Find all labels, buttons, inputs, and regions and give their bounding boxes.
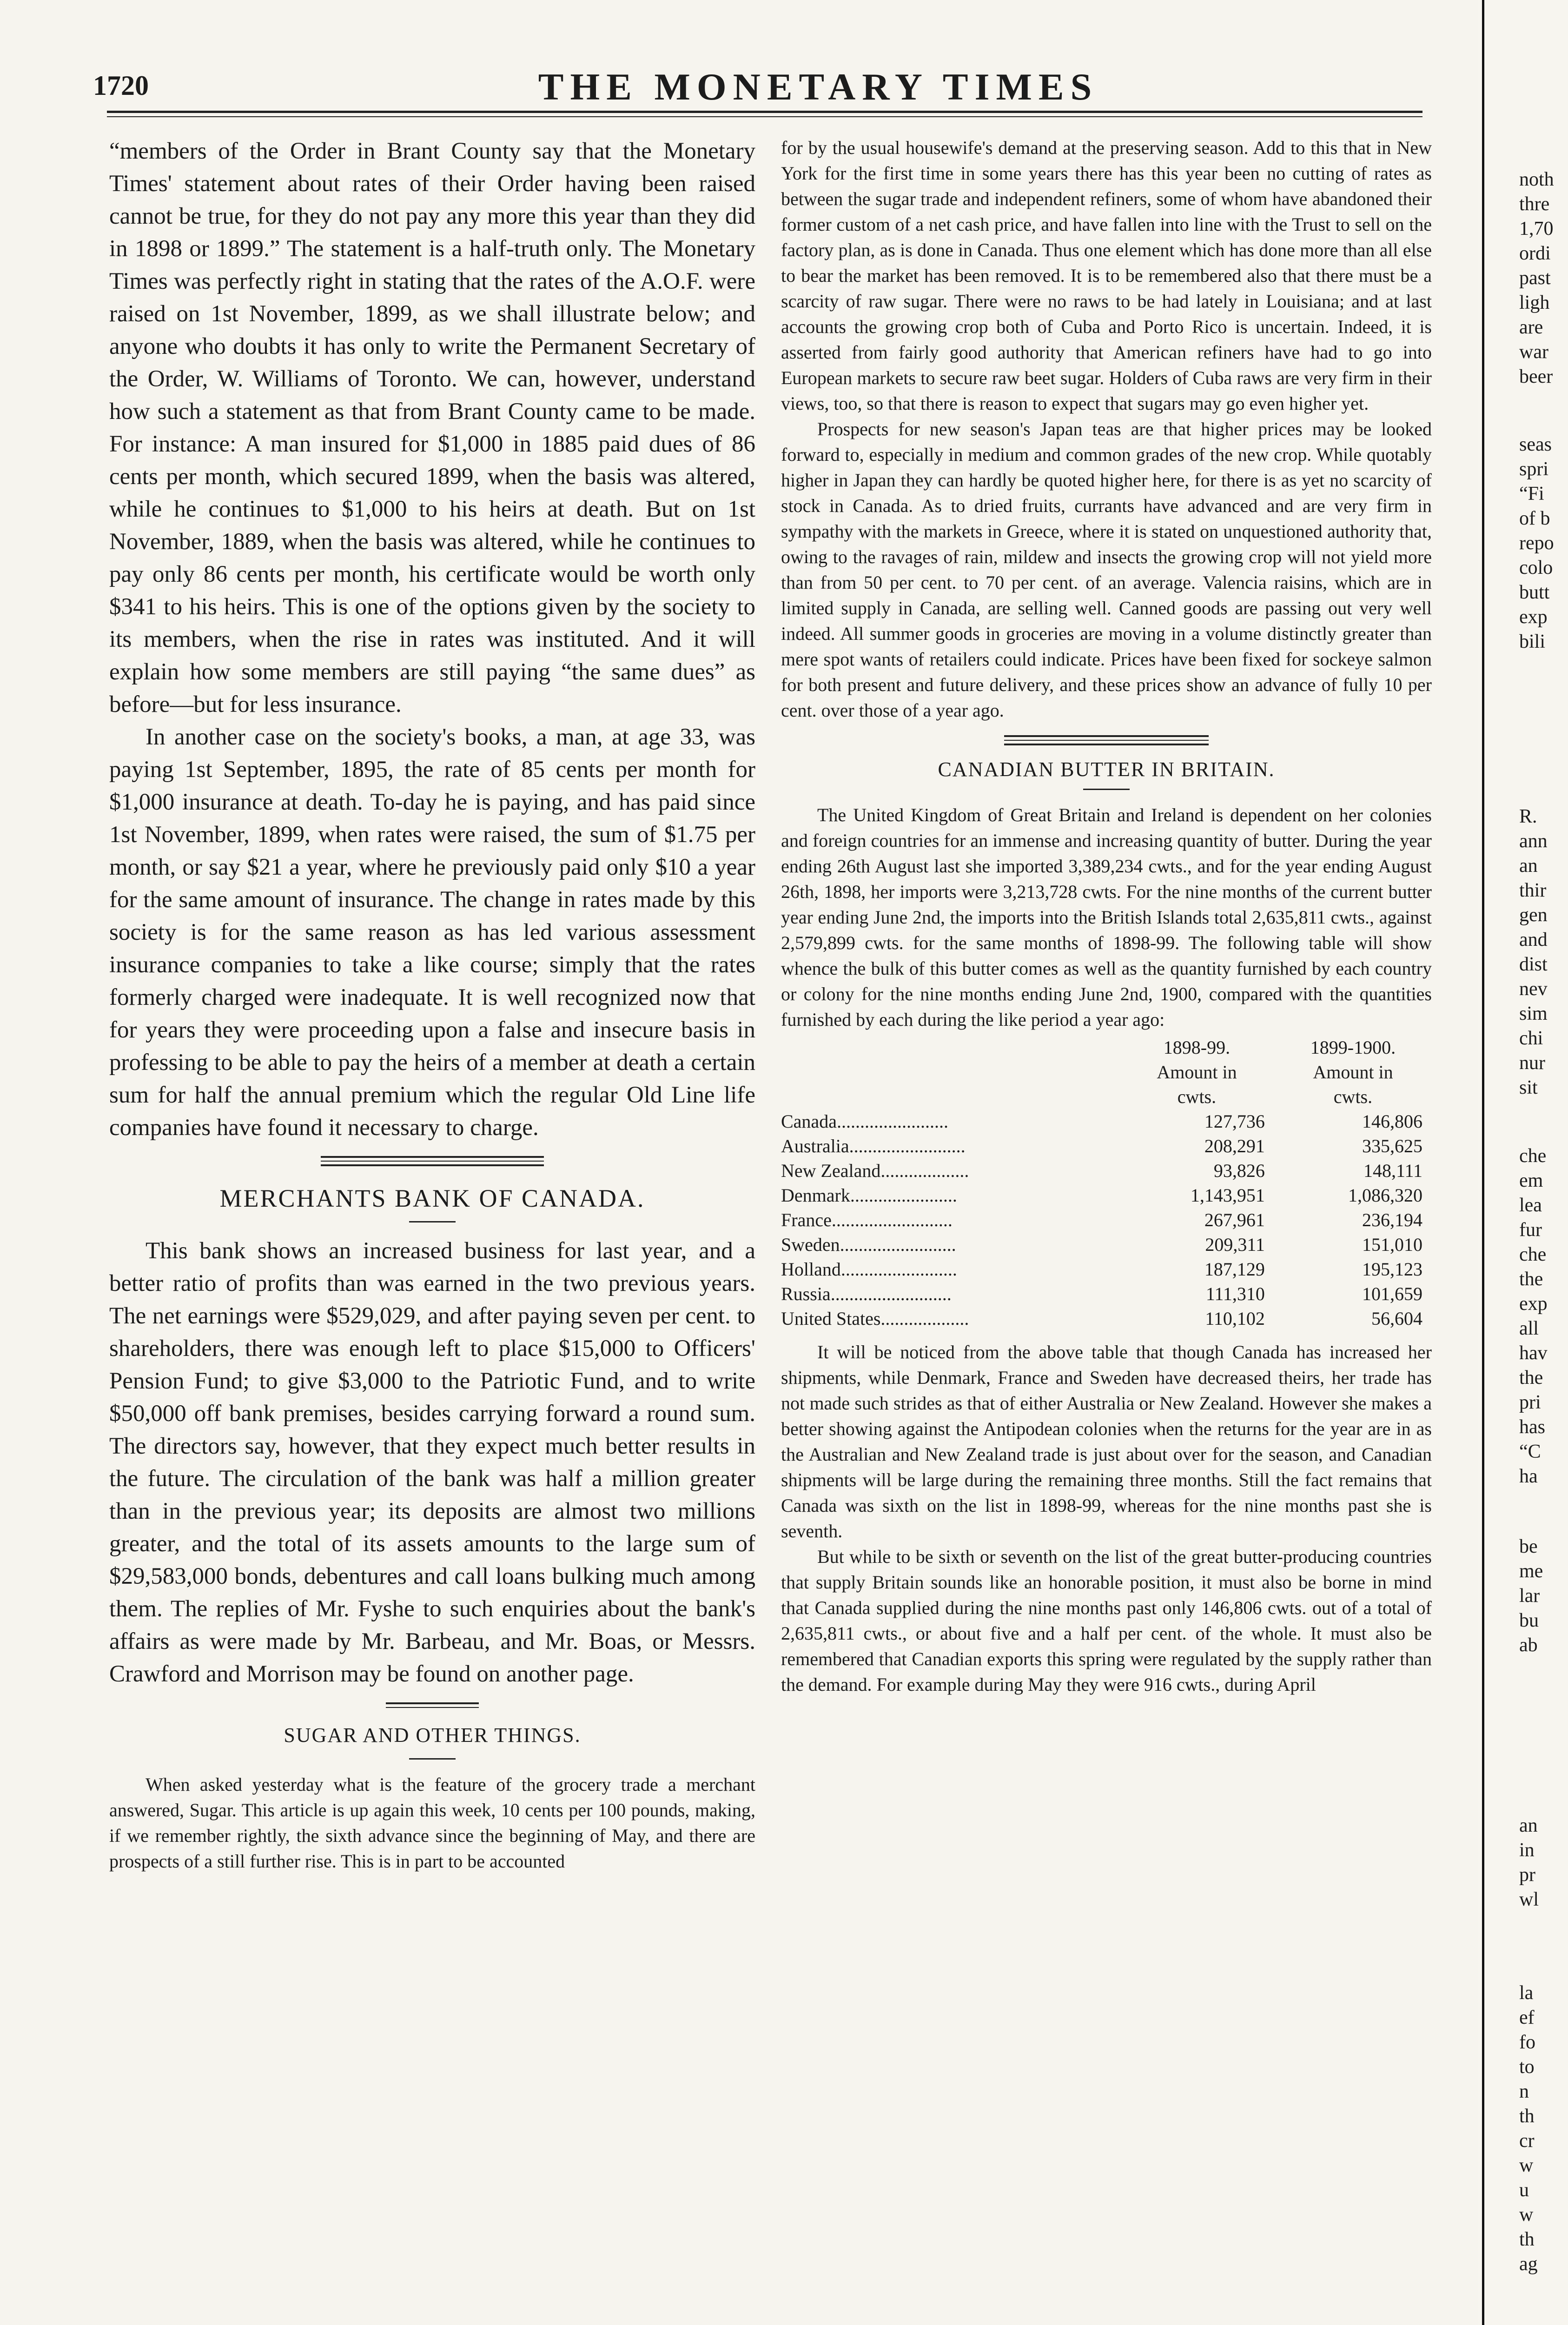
butter-imports-table	[781, 1035, 1432, 1331]
table-row: France.......................... 267,961 236,194	[781, 1209, 1422, 1230]
section-divider	[321, 1156, 544, 1166]
table-row: Australia......................... 208,291 335,625	[781, 1136, 1422, 1156]
article-paragraph: “members of the Order in Brant County say that the Monetary Times' statement about rates of their Order having been raised cannot be true, for they do not pay any more this year than they did in 1898 or 1899.” The statement is a half-truth only. The Monetary Times was perfectly right in stating that the rates of the A.O.F. were raised on 1st November, 1899, as we shall illustrate below; and anyone who doubts it has only to write the Permanent Secretary of the Order, W. Williams of Toronto. We can, however, understand how such a statement as that from Brant County came to be made. For instance: A man insured for $1,000 in 1885 paid dues of 86 cents per month, which secured 1899, when the basis was altered, while he continues to $1,000 to his heirs at death. But on 1st November, 1889, when the basis was altered, while he continues to pay only 86 cents per month, his certificate would be worth only $341 to his heirs. This is one of the options given by the society to its members, when the rise in rates was instituted. And it will explain how some members are still paying “the same dues” as before—but for less insurance.	[109, 138, 755, 717]
edge-text-fragment: ligh	[1519, 292, 1550, 313]
merchants-bank-heading: MERCHANTS BANK OF CANADA.	[219, 1184, 645, 1212]
edge-text-fragment: dist	[1519, 954, 1548, 975]
edge-text-fragment: beer	[1519, 366, 1553, 387]
edge-text-fragment: colo	[1519, 557, 1553, 578]
edge-text-fragment: war	[1519, 341, 1548, 363]
edge-text-fragment: are	[1519, 317, 1543, 338]
edge-text-fragment: thir	[1519, 880, 1547, 901]
edge-text-fragment: u	[1519, 2179, 1529, 2201]
column-header-1899: 1899-1900. Amount in cwts.	[1310, 1037, 1396, 1107]
edge-text-fragment: em	[1519, 1170, 1543, 1191]
column-right	[781, 135, 1432, 1697]
edge-text-fragment: w	[1519, 2155, 1534, 2176]
edge-text-fragment: to	[1519, 2056, 1535, 2078]
edge-text-fragment: lar	[1519, 1585, 1540, 1607]
edge-text-fragment: la	[1519, 1982, 1534, 2004]
section-divider	[1004, 735, 1209, 745]
edge-text-fragment: w	[1519, 2204, 1534, 2225]
column-left	[109, 135, 755, 1874]
edge-text-fragment: pri	[1519, 1392, 1541, 1413]
heading-rule	[1083, 789, 1130, 790]
edge-text-fragment: ha	[1519, 1466, 1538, 1487]
edge-text-fragment: th	[1519, 2229, 1535, 2250]
page-gutter-line	[1482, 0, 1484, 2325]
edge-text-fragment: exp	[1519, 606, 1548, 628]
article-paragraph: Prospects for new season's Japan teas are that higher prices may be looked forward to, especially in medium and common grades of the new crop. While quotably higher in Japan they can hardly be quoted higher here, for there is as yet no scarcity of stock in Canada. As to dried fruits, currants have advanced and are very firm in sympathy with the markets in Greece, where it is stated on unquestioned authority that, owing to the ravages of rain, mildew and insects the growing crop will not yield more than from 50 per cent. to 70 per cent. of an average. Valencia raisins, which are in limited supply in Canada, are selling well. Canned goods are passing out very well indeed. All summer goods in groceries are moving in a volume distinctly greater than mere spot wants of retailers could indicate. Prices have been fixed for sockeye salmon for both present and future delivery, and these prices show an advance of fully 10 per cent. over those of a year ago.	[781, 418, 1432, 721]
edge-text-fragment: nur	[1519, 1052, 1545, 1074]
article-paragraph: It will be noticed from the above table that though Canada has increased her shipments, while Denmark, France and Sweden have decreased theirs, her trade has not made such strides as that of either Australia or New Zealand. However she makes a better showing against the Antipodean colonies when the returns for the year are in as the Australian and New Zealand trade is just about over for the season, and Canadian shipments will be large during the remaining three months. Still the fact remains that Canada was sixth on the list in 1898-99, whereas for the nine months past she is seventh.	[781, 1342, 1432, 1541]
edge-text-fragment: nev	[1519, 978, 1548, 1000]
edge-text-fragment: has	[1519, 1416, 1545, 1438]
article-paragraph: for by the usual housewife's demand at the preserving season. Add to this that in New York for the first time in some years there has this year been no cutting of rates as between the sugar trade and independent refiners, some of whom have abandoned their former custom of a net cash price, and have fallen into line with the Trust to sell on the factory plan, as is done in Canada. Thus one element which has done more than all else to bear the market has been removed. It is to be remembered also that there must be a scarcity of raw sugar. There were no raws to be had lately in Louisiana; and at last accounts the growing crop both of Cuba and Porto Rico is uncertain. Indeed, it is asserted from fairly good authority that American refiners have had to go into European markets to secure raw beet sugar. Holders of Cuba raws are very firm in their views, too, so that there is reason to expect that sugars may go even higher yet.	[781, 137, 1432, 414]
section-divider	[386, 1702, 479, 1708]
masthead-rule	[107, 111, 1422, 113]
edge-text-fragment: bu	[1519, 1610, 1539, 1631]
edge-text-fragment: the	[1519, 1269, 1543, 1290]
edge-text-fragment: gen	[1519, 904, 1548, 926]
edge-text-fragment: chi	[1519, 1028, 1543, 1049]
edge-text-fragment: be	[1519, 1536, 1538, 1557]
edge-text-fragment: spri	[1519, 458, 1548, 480]
edge-text-fragment: sim	[1519, 1003, 1548, 1024]
article-paragraph: When asked yesterday what is the feature of the grocery trade a merchant answered, Sugar. This article is up again this week, 10 cents per 100 pounds, making, if we remember rightly, the sixth advance since the beginning of May, and there are prospects of a still further rise. This is in part to be accounted	[109, 1774, 755, 1872]
edge-text-fragment: “Fi	[1519, 483, 1544, 505]
edge-text-fragment: cr	[1519, 2130, 1535, 2152]
table-row: New Zealand................... 93,826 148,111	[781, 1160, 1422, 1181]
edge-text-fragment: lea	[1519, 1195, 1542, 1216]
heading-rule	[409, 1221, 456, 1222]
edge-text-fragment: “C	[1519, 1441, 1541, 1462]
edge-text-fragment: wl	[1519, 1889, 1539, 1910]
edge-text-fragment: n	[1519, 2081, 1529, 2102]
edge-text-fragment: sit	[1519, 1077, 1538, 1098]
masthead-title: THE MONETARY TIMES	[538, 66, 1098, 108]
edge-text-fragment: seas	[1519, 434, 1552, 455]
edge-text-fragment: thre	[1519, 193, 1550, 215]
edge-text-fragment: of b	[1519, 508, 1550, 529]
edge-text-fragment: an	[1519, 1815, 1538, 1836]
table-row: Holland......................... 187,129 195,123	[781, 1259, 1422, 1280]
table-row: United States................... 110,102 56,604	[781, 1308, 1422, 1329]
edge-text-fragment: ann	[1519, 830, 1548, 852]
edge-text-fragment: all	[1519, 1318, 1539, 1339]
article-paragraph: This bank shows an increased business for last year, and a better ratio of profits than was earned in the two previous years. The net earnings were $529,029, and after paying seven per cent. to shareholders, there was enough left to place $15,000 to Officers' Pension Fund; to give $3,000 to the Patriotic Fund, and to write $50,000 off bank premises, besides carrying forward a round sum. The directors say, however, that they expect much better results in the future. The circulation of the bank was half a million greater than in the previous year; its deposits are almost two millions greater, and the total of its assets amounts to the large sum of $29,583,000 bonds, debentures and call loans bulking much among them. The replies of Mr. Fyshe to such enquiries about the bank's affairs as were made by Mr. Barbeau, and Mr. Boas, or Messrs. Crawford and Morrison may be found on another page.	[109, 1238, 755, 1687]
edge-text-fragment: bili	[1519, 631, 1546, 652]
edge-text-fragment: pr	[1519, 1864, 1535, 1886]
sugar-heading: SUGAR AND OTHER THINGS.	[284, 1724, 581, 1747]
edge-text-fragment: noth	[1519, 169, 1554, 190]
edge-text-fragment: and	[1519, 929, 1548, 950]
edge-text-fragment: 1,70	[1519, 218, 1554, 239]
edge-text-fragment: butt	[1519, 582, 1550, 603]
edge-text-fragment: ef	[1519, 2007, 1535, 2028]
heading-rule	[409, 1758, 456, 1760]
table-row: Russia.......................... 111,310 101,659	[781, 1283, 1422, 1304]
edge-text-fragment: exp	[1519, 1293, 1548, 1315]
edge-text-fragment: che	[1519, 1145, 1547, 1167]
butter-heading: CANADIAN BUTTER IN BRITAIN.	[938, 758, 1275, 781]
edge-text-fragment: fo	[1519, 2032, 1535, 2053]
edge-text-fragment: th	[1519, 2106, 1535, 2127]
edge-text-fragment: me	[1519, 1561, 1543, 1582]
edge-text-fragment: past	[1519, 267, 1551, 289]
edge-text-fragment: hav	[1519, 1342, 1548, 1364]
edge-text-fragment: repo	[1519, 532, 1554, 554]
table-row: Denmark....................... 1,143,951 1,086,320	[781, 1185, 1422, 1206]
page-number: 1720	[93, 70, 149, 101]
edge-text-fragment: che	[1519, 1244, 1547, 1265]
edge-text-fragment: ab	[1519, 1634, 1538, 1656]
edge-text-fragment: in	[1519, 1840, 1535, 1861]
article-paragraph: But while to be sixth or seventh on the list of the great butter-producing countries that supply Britain sounds like an honorable position, it must also be borne in mind that Canada supplied during the nine months past only 146,806 cwts. out of a total of 2,635,811 cwts., or about five and a half per cent. of the whole. It must also be remembered that Canadian exports this spring were regulated by the supply rather than the demand. For example during May they were 916 cwts., during April	[781, 1546, 1432, 1695]
edge-text-fragment: R.	[1519, 806, 1537, 827]
table-row: Sweden......................... 209,311 151,010	[781, 1234, 1422, 1255]
edge-text-fragment: the	[1519, 1367, 1543, 1388]
edge-text-fragment: ag	[1519, 2253, 1538, 2275]
edge-text-fragment: ordi	[1519, 243, 1551, 264]
edge-text-fragment: an	[1519, 855, 1538, 877]
article-paragraph: In another case on the society's books, a man, at age 33, was paying 1st September, 1895, the rate of 85 cents per month for $1,000 insurance at death. To-day he is paying, and has paid since 1st November, 1899, when rates were raised, the sum of $1.75 per month, or say $21 a year, where he previously paid only $10 a year for the same amount of insurance. The change in rates made by this society is for the same reason as has led various assessment insurance companies to take a like course; simply that the rates formerly charged were inadequate. It is well recognized now that for years they were proceeding upon a false and insecure basis in professing to be able to pay the heirs of a member at death a certain sum for half the annual premium which the regular Old Line life companies have found it necessary to charge.	[109, 724, 755, 1141]
table-row: Canada........................ 127,736 146,806	[781, 1111, 1422, 1132]
article-paragraph: The United Kingdom of Great Britain and Ireland is dependent on her colonies and foreign countries for an immense and increasing quantity of butter. During the year ending 26th August last she imported 3,389,234 cwts., and for the year ending August 26th, 1898, her imports were 3,213,728 cwts. For the nine months of the current butter year ending June 2nd, the imports into the British Islands total 2,635,811 cwts., against 2,579,899 cwts. for the same months of 1898-99. The following table will show whence the bulk of this butter comes as well as the quantity furnished by each country or colony for the nine months ending June 2nd, 1900, compared with the quantities furnished by each during the like period a year ago:	[781, 804, 1432, 1030]
column-header-1898: 1898-99. Amount in cwts.	[1157, 1037, 1237, 1107]
masthead-rule-thin	[107, 116, 1422, 117]
edge-text-fragment: fur	[1519, 1219, 1542, 1241]
